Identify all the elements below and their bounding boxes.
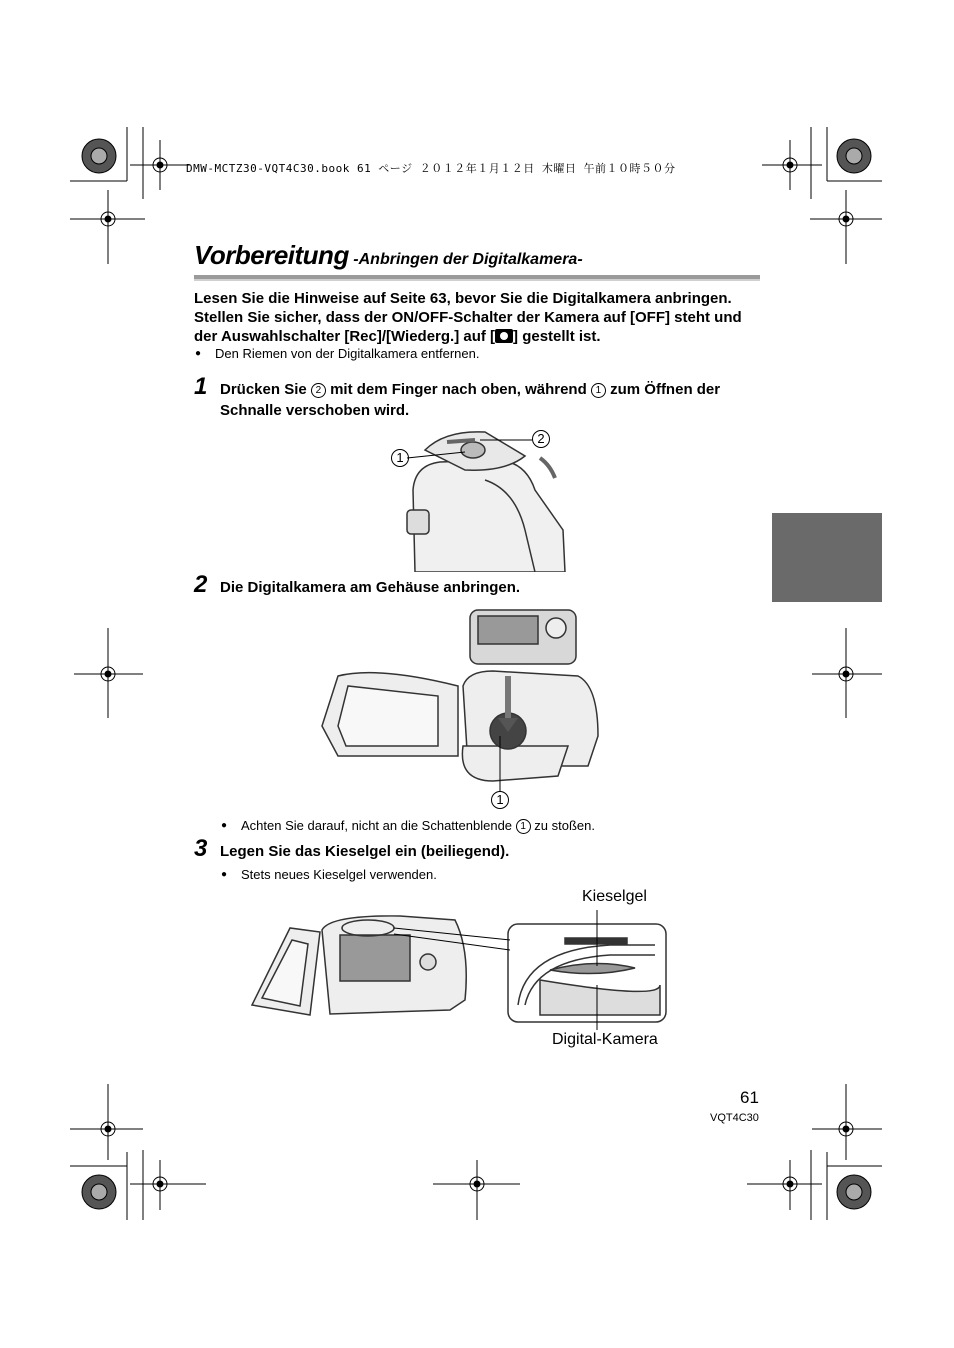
step-1-text-c: zum Öffnen der Schnalle verschoben wird. [220,381,721,419]
fig1-callout-1: 1 [391,449,409,468]
step-2-text: Die Digitalkamera am Gehäuse anbringen. [220,579,521,596]
figure-buckle-open [385,420,585,572]
step-1-text-b: mit dem Finger nach oben, während [330,381,587,398]
title-sub: -Anbringen der Digitalkamera- [353,251,583,268]
bullet-gel: ● Stets neues Kieselgel verwenden. [241,867,437,882]
step-1-text [220,379,765,421]
step-3-number: 3 [194,835,208,862]
bullet-shade-a: Achten Sie darauf, nicht an die Schattenblende [241,818,513,833]
step-1-text-a: Drücken Sie [220,381,307,398]
page-title [194,240,583,271]
intro-text: Lesen Sie die Hinweise auf Seite 63, bevor Sie die Digitalkamera anbringen. Stellen Sie sicher, dass der ON/OFF-Schalter der Kamera auf [OFF] steht und der Auswahlschalter [Rec]/[Wiederg.] auf [ [194,290,742,345]
intro-paragraph [194,289,769,346]
bullet-shade-b: zu stoßen. [534,818,595,833]
fig1-callout-2: 2 [532,430,550,449]
bullet-shade [241,818,595,834]
figure-insert-camera [318,606,618,816]
step-1-marker-2: 2 [311,383,326,398]
bullet-shade-marker: 1 [516,819,531,834]
bullet-strap: ● Den Riemen von der Digitalkamera entfernen. [215,346,479,361]
file-header-line: DMW-MCTZ30-VQT4C30.book 61 ページ ２０１２年１月１２日 木曜日 午前１０時５０分 [186,162,676,175]
figure-silica-gel [250,910,670,1030]
step-3-text: Legen Sie das Kieselgel ein (beiliegend). [220,843,510,860]
title-main: Vorbereitung [194,240,349,270]
page-number: 61 [740,1088,759,1107]
camera-icon [495,329,513,343]
section-side-tab [772,513,882,602]
label-kieselgel: Kieselgel [582,888,647,905]
title-rule [194,275,760,281]
doc-code: VQT4C30 [710,1112,759,1124]
step-1-marker-1: 1 [591,383,606,398]
fig2-callout-1: 1 [491,791,509,810]
label-digital-kamera: Digital-Kamera [552,1031,658,1048]
step-2-number: 2 [194,571,208,598]
intro-text-end: ] gestellt ist. [513,328,601,345]
step-1-number: 1 [194,373,208,400]
